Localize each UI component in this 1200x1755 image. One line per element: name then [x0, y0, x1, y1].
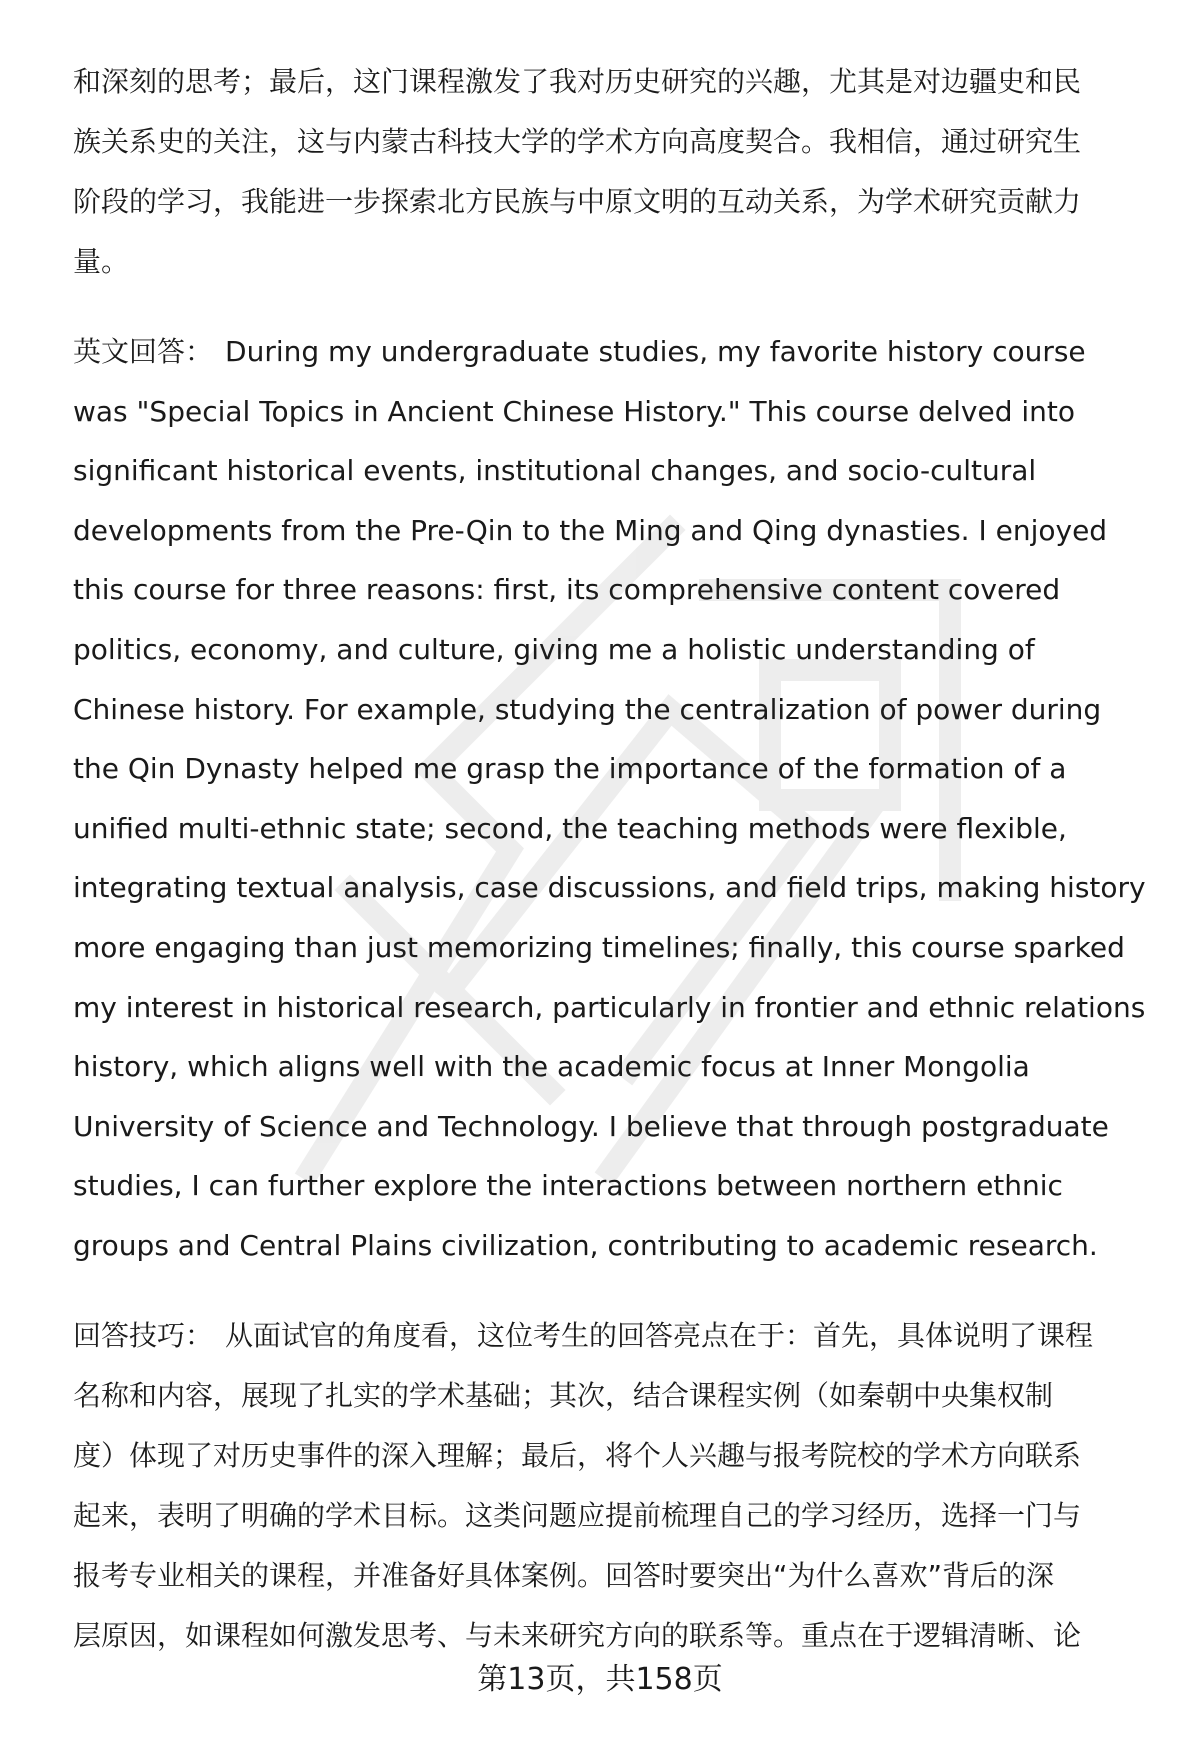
text-line: University of Science and Technology. I believe that through postgraduate [73, 1109, 1109, 1143]
text-line: was "Special Topics in Ancient Chinese History." This course delved into [73, 394, 1076, 428]
text-line: integrating textual analysis, case discussions, and field trips, making history [73, 871, 1146, 905]
intro-paragraph [73, 52, 1153, 292]
answer-tips-label: 回答技巧： [73, 1318, 214, 1352]
text-line: this course for three reasons: first, its comprehensive content covered [73, 573, 1061, 607]
text-line: 报考专业相关的课程，并准备好具体案例。回答时要突出“为什么喜欢”背后的深 [73, 1558, 1055, 1592]
english-answer-label: 英文回答： [73, 335, 214, 368]
text-line [73, 322, 1153, 382]
text-line: developments from the Pre-Qin to the Ming and Qing dynasties. I enjoyed [73, 513, 1108, 547]
text-line: unified multi-ethnic state; second, the teaching methods were flexible, [73, 811, 1067, 845]
text-line: studies, I can further explore the interactions between northern ethnic [73, 1169, 1063, 1203]
text-line: 度）体现了对历史事件的深入理解；最后，将个人兴趣与报考院校的学术方向联系 [73, 1438, 1082, 1472]
text-line [73, 1306, 1153, 1366]
text-line: Chinese history. For example, studying the centralization of power during [73, 692, 1102, 726]
text-line: 层原因，如课程如何激发思考、与未来研究方向的联系等。重点在于逻辑清晰、论 [73, 1618, 1082, 1652]
text-line: my interest in historical research, particularly in frontier and ethnic relations [73, 990, 1146, 1024]
text-line: history, which aligns well with the academic focus at Inner Mongolia [73, 1050, 1030, 1084]
text-line: 量。 [73, 245, 130, 278]
answer-tips-first-line: 从面试官的角度看，这位考生的回答亮点在于：首先，具体说明了课程 [225, 1318, 1094, 1352]
answer-tips-paragraph [73, 1306, 1153, 1666]
text-line: politics, economy, and culture, giving me a holistic understanding of [73, 632, 1035, 666]
english-answer-first-line: During my undergraduate studies, my favorite history course [225, 335, 1086, 368]
english-answer-paragraph [73, 322, 1153, 1276]
text-line: significant historical events, institutional changes, and socio-cultural [73, 454, 1037, 488]
text-line: 和深刻的思考；最后，这门课程激发了我对历史研究的兴趣，尤其是对边疆史和民 [73, 65, 1082, 98]
main-content [73, 52, 1153, 1696]
text-line: more engaging than just memorizing timelines; finally, this course sparked [73, 930, 1125, 964]
text-line: groups and Central Plains civilization, contributing to academic research. [73, 1228, 1098, 1262]
text-line: 族关系史的关注，这与内蒙古科技大学的学术方向高度契合。我相信，通过研究生 [73, 125, 1082, 158]
page-number: 第13页，共158页 [477, 1662, 723, 1697]
text-line: the Qin Dynasty helped me grasp the importance of the formation of a [73, 752, 1067, 786]
text-line: 名称和内容，展现了扎实的学术基础；其次，结合课程实例（如秦朝中央集权制 [73, 1378, 1054, 1412]
text-line: 起来，表明了明确的学术目标。这类问题应提前梳理自己的学习经历，选择一门与 [73, 1498, 1082, 1532]
text-line: 阶段的学习，我能进一步探索北方民族与中原文明的互动关系，为学术研究贡献力 [73, 185, 1082, 218]
